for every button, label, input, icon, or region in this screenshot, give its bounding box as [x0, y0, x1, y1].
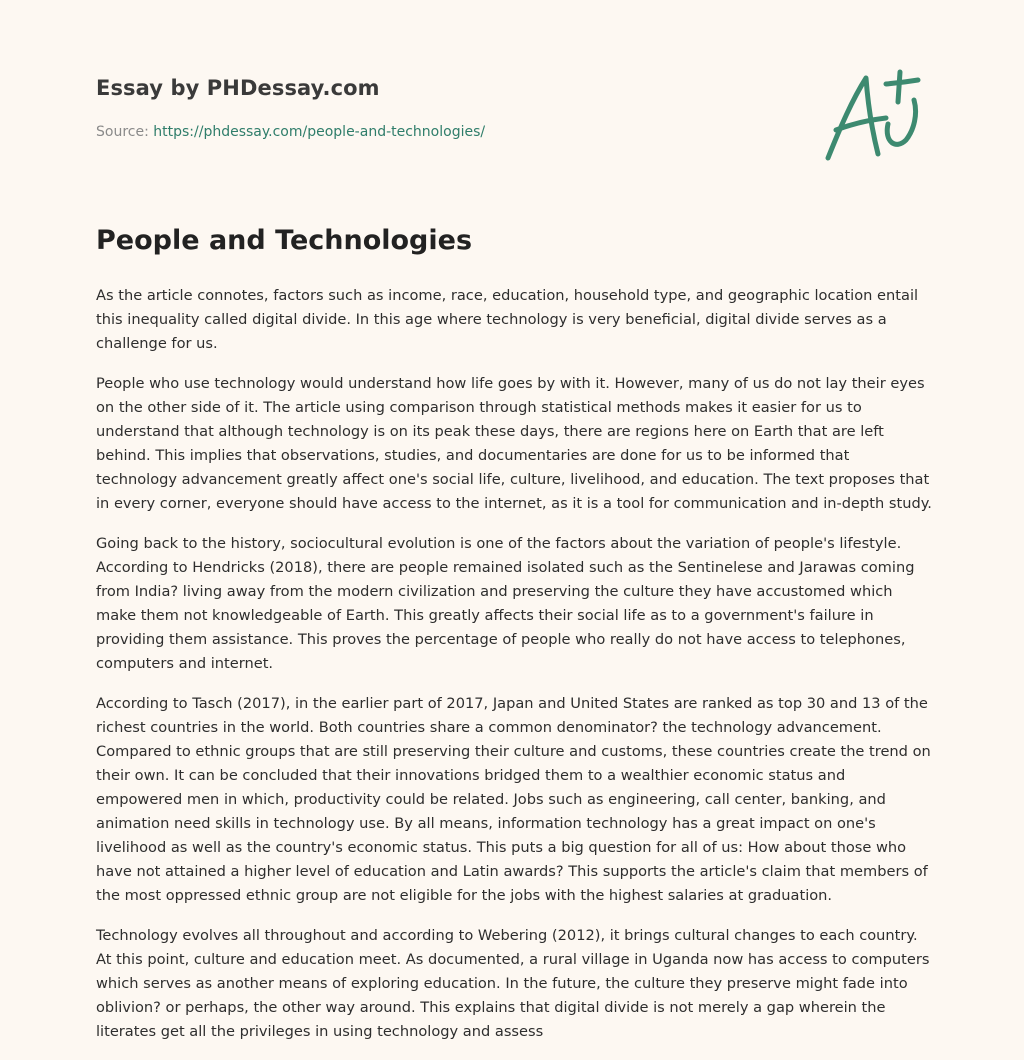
paragraph: Going back to the history, sociocultural evolution is one of the factors about the variation of people's lifestyle. According to Hendricks (2018), there are people remained isolated such as the Sentinelese and Jarawas coming from India? living away from the modern civilization and preserving the culture they have accustomed which make them not knowledgeable of Earth. This greatly affects their social life as to a government's failure in providing them assistance. This proves the percentage of people who really do not have access to telephones, computers and internet.	[96, 535, 915, 672]
site-brand: Essay by PHDessay.com	[96, 76, 380, 100]
source-label: Source:	[96, 124, 154, 140]
paragraph: As the article connotes, factors such as income, race, education, household type, and geographic location entail this inequality called digital divide. In this age where technology is very beneficial, digital divide serves as a challenge for us.	[96, 287, 919, 352]
source-link[interactable]: https://phdessay.com/people-and-technologies/	[153, 124, 486, 140]
paragraph: According to Tasch (2017), in the earlier part of 2017, Japan and United States are ranked as top 30 and 13 of the richest countries in the world. Both countries share a common denominator? the technology advancement. Compared to ethnic groups that are still preserving their culture and customs, these countries create the trend on their own. It can be concluded that their innovations bridged them to a wealthier economic status and empowered men in which, productivity could be related. Jobs such as engineering, call center, banking, and animation need skills in technology use. By all means, information technology has a great impact on one's livelihood as well as the country's economic status. This puts a big question for all of us: How about those who have not attained a higher level of education and Latin awards? This supports the article's claim that members of the most oppressed ethnic group are not eligible for the jobs with the highest salaries at graduation.	[96, 695, 931, 904]
a-plus-logo-icon	[818, 66, 928, 166]
paragraph: Technology evolves all throughout and according to Webering (2012), it brings cultural changes to each country. At this point, culture and education meet. As documented, a rural village in Uganda now has access to computers which serves as another means of exploring education. In the future, the culture they preserve might fade into oblivion? or perhaps, the other way around. This explains that digital divide is not merely a gap wherein the literates get all the privileges in using technology and assess	[96, 927, 930, 1040]
essay-header	[96, 76, 796, 140]
essay-title: People and Technologies	[96, 225, 473, 256]
source-line	[96, 124, 796, 140]
essay-body	[96, 284, 932, 1060]
paragraph: People who use technology would understand how life goes by with it. However, many of us do not lay their eyes on the other side of it. The article using comparison through statistical methods makes it easier for us to understand that although technology is on its peak these days, there are regions here on Earth that are left behind. This implies that observations, studies, and documentaries are done for us to be informed that technology advancement greatly affect one's social life, culture, livelihood, and education. The text proposes that in every corner, everyone should have access to the internet, as it is a tool for communication and in-depth study.	[96, 375, 932, 512]
